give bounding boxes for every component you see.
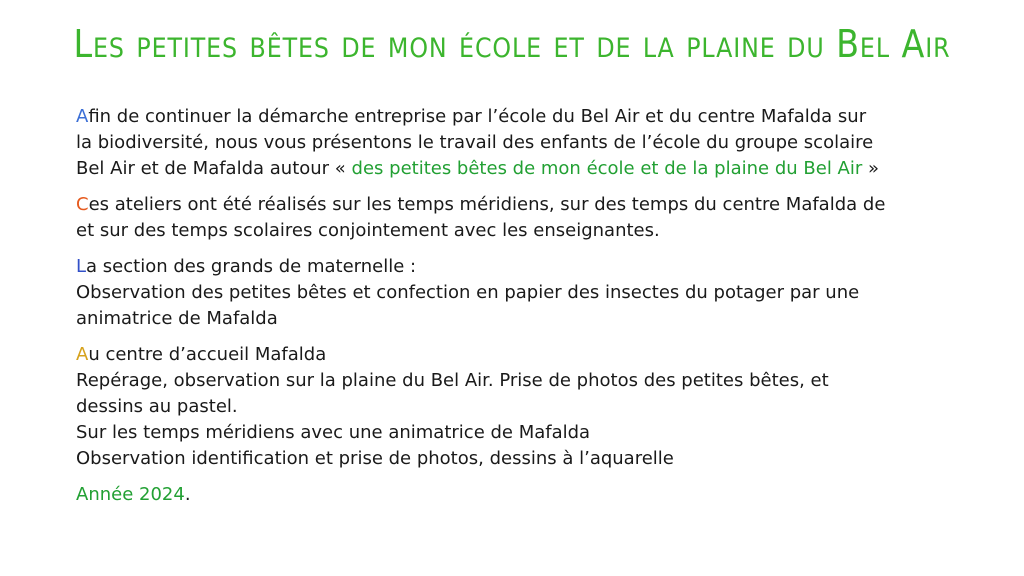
slide-body bbox=[76, 104, 976, 518]
text-run: » bbox=[862, 158, 879, 179]
initial-letter: A bbox=[76, 344, 89, 365]
paragraph-line: et sur des temps scolaires conjointement avec les enseignantes. bbox=[76, 220, 660, 241]
paragraph-line: dessins au pastel. bbox=[76, 396, 238, 417]
text-run: a section des grands de maternelle : bbox=[86, 256, 417, 277]
paragraph-line: animatrice de Mafalda bbox=[76, 308, 278, 329]
text-run: . bbox=[184, 484, 191, 505]
paragraph-line bbox=[76, 192, 976, 218]
paragraph-line bbox=[76, 254, 976, 280]
paragraph-year bbox=[76, 482, 976, 508]
paragraph-line bbox=[76, 104, 976, 130]
paragraph-line: Observation identification et prise de photos, dessins à l’aquarelle bbox=[76, 448, 674, 469]
slide-title: Les petites bêtes de mon école et de la plaine du Bel Air bbox=[73, 22, 951, 66]
paragraph-maternelle bbox=[76, 254, 976, 332]
paragraph-line: Repérage, observation sur la plaine du Bel Air. Prise de photos des petites bêtes, et bbox=[76, 370, 829, 391]
paragraph-line bbox=[76, 482, 976, 508]
initial-letter: A bbox=[76, 106, 89, 127]
text-run: es ateliers ont été réalisés sur les temps méridiens, sur des temps du centre Mafalda de bbox=[88, 194, 886, 215]
paragraph-centre-accueil bbox=[76, 342, 976, 472]
initial-letter: C bbox=[76, 194, 89, 215]
text-run: Bel Air et de Mafalda autour « bbox=[76, 158, 352, 179]
paragraph-line bbox=[76, 156, 976, 182]
year-label: Année 2024 bbox=[76, 484, 185, 505]
initial-letter: L bbox=[76, 256, 87, 277]
paragraph-intro bbox=[76, 104, 976, 182]
paragraph-line bbox=[76, 342, 976, 368]
paragraph-line: Observation des petites bêtes et confection en papier des insectes du potager par une bbox=[76, 282, 860, 303]
paragraph-ateliers bbox=[76, 192, 976, 244]
text-run: u centre d’accueil Mafalda bbox=[88, 344, 327, 365]
highlight-green-text: des petites bêtes de mon école et de la plaine du Bel Air bbox=[351, 158, 863, 179]
paragraph-line: Sur les temps méridiens avec une animatrice de Mafalda bbox=[76, 422, 591, 443]
text-run: fin de continuer la démarche entreprise par l’école du Bel Air et du centre Mafalda sur bbox=[88, 106, 867, 127]
paragraph-line: la biodiversité, nous vous présentons le travail des enfants de l’école du groupe scolaire bbox=[76, 132, 874, 153]
